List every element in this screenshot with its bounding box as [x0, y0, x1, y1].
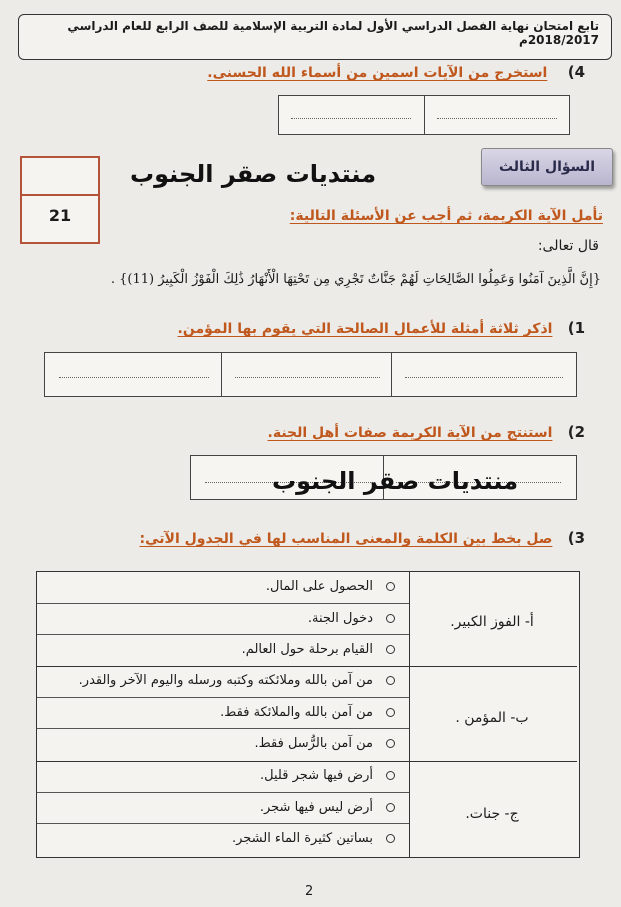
circle-icon — [386, 676, 395, 685]
watermark-middle: منتديات صقر الجنوب — [272, 467, 519, 495]
question-4-text: استخرج من الآيات اسمين من أسماء الله الحسنى. — [207, 65, 548, 81]
question-2 — [268, 422, 585, 441]
question-2-number: 2) — [567, 423, 585, 441]
section-badge: السؤال الثالث — [481, 148, 613, 186]
question-3-number: 3) — [567, 529, 585, 547]
score-value: 21 — [48, 206, 72, 225]
section-instruction: تأمل الآية الكريمة، ثم أجب عن الأسئلة التالية: — [289, 208, 603, 224]
score-box — [20, 156, 100, 244]
circle-icon — [386, 834, 395, 843]
circle-icon — [386, 708, 395, 717]
circle-icon — [386, 771, 395, 780]
match-option[interactable]: من آمن بالله والملائكة فقط. — [37, 697, 409, 729]
watermark-top: منتديات صقر الجنوب — [130, 160, 377, 188]
match-word-a: أ- الفوز الكبير. — [450, 614, 534, 630]
circle-icon — [386, 614, 395, 623]
match-option[interactable]: القيام برحلة حول العالم. — [37, 634, 409, 666]
match-option[interactable]: من آمن بالرُّسل فقط. — [37, 728, 409, 760]
question-4-number: 4) — [567, 63, 585, 81]
match-option[interactable]: من آمن بالله وملائكته وكتبه ورسله واليوم الآخر والقدر. — [37, 666, 409, 697]
circle-icon — [386, 582, 395, 591]
match-option[interactable]: أرض ليس فيها شجر. — [37, 792, 409, 824]
circle-icon — [386, 739, 395, 748]
match-word-c: ج- جنات. — [465, 806, 519, 822]
question-1-text: اذكر ثلاثة أمثلة للأعمال الصالحة التي يقوم بها المؤمن. — [177, 321, 553, 337]
match-option[interactable]: بساتين كثيرة الماء الشجر. — [37, 823, 409, 855]
circle-icon — [386, 803, 395, 812]
question-1 — [178, 318, 585, 337]
question-3-text: صل بخط بين الكلمة والمعنى المناسب لها في الجدول الآتي: — [139, 531, 553, 547]
question-2-text: استنتج من الآية الكريمة صفات أهل الجنة. — [267, 425, 553, 441]
question-1-number: 1) — [567, 319, 585, 337]
question-1-answer-box[interactable] — [44, 352, 577, 397]
circle-icon — [386, 645, 395, 654]
question-4-answer-box[interactable] — [278, 95, 570, 135]
matching-table — [36, 571, 580, 858]
question-3 — [140, 528, 586, 547]
header-title: تابع امتحان نهاية الفصل الدراسي الأول لمادة التربية الإسلامية للصف الرابع للعام الدراسي 2018/2017م — [67, 19, 599, 47]
match-option[interactable]: دخول الجنة. — [37, 603, 409, 635]
match-option[interactable]: الحصول على المال. — [37, 572, 409, 603]
exam-header — [18, 14, 612, 60]
quran-verse: {إِنَّ الَّذِينَ آمَنُوا وَعَمِلُوا الصَّالِحَاتِ لَهُمْ جَنَّاتٌ تَجْرِي مِن تَحْتِهَا الْأَنْهَارُ ذَٰلِكَ الْفَوْزُ الْكَبِيرُ (11)} . — [110, 272, 601, 287]
verse-intro: قال تعالى: — [537, 238, 599, 254]
page-number: 2 — [305, 884, 314, 899]
question-4 — [207, 62, 585, 81]
match-option[interactable]: أرض فيها شجر قليل. — [37, 761, 409, 792]
match-word-b: ب- المؤمن . — [455, 710, 529, 726]
